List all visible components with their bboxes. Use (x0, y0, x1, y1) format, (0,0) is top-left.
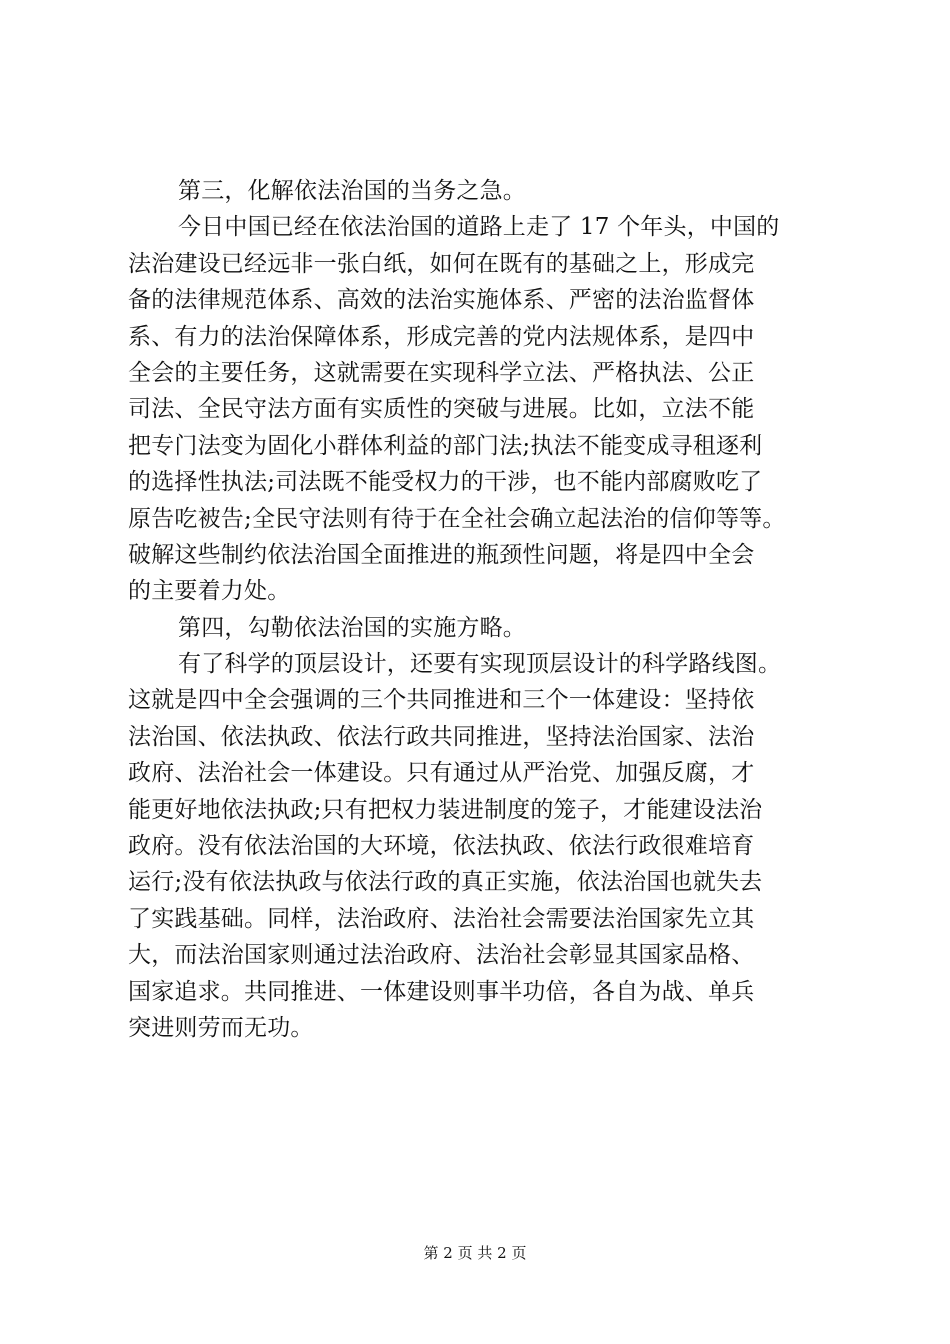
text-line: 大，而法治国家则通过法治政府、法治社会彰显其国家品格、 (128, 942, 755, 969)
text-line: 法治国、依法执政、依法行政共同推进，坚持法治国家、法治 (128, 723, 755, 750)
text-line: 国家追求。共同推进、一体建设则事半功倍，各自为战、单兵 (128, 978, 755, 1005)
text-line: 运行;没有依法执政与依法行政的真正实施，依法治国也就失去 (128, 869, 763, 896)
text-line: 第三，化解依法治国的当务之急。 (178, 178, 526, 204)
document-body (128, 173, 848, 1046)
text-line: 能更好地依法执政;只有把权力装进制度的笼子，才能建设法治 (128, 796, 763, 823)
page-footer: 第 2 页 共 2 页 (423, 1244, 527, 1262)
text-line: 全会的主要任务，这就需要在实现科学立法、严格执法、公正 (128, 359, 755, 386)
text-line: 法治建设已经远非一张白纸，如何在既有的基础之上，形成完 (128, 250, 755, 277)
text-line: 破解这些制约依法治国全面推进的瓶颈性问题，将是四中全会 (128, 541, 755, 568)
text-line: 原告吃被告;全民守法则有待于在全社会确立起法治的信仰等等。 (128, 505, 786, 532)
text-line: 的选择性执法;司法既不能受权力的干涉，也不能内部腐败吃了 (128, 469, 763, 496)
text-line: 政府。没有依法治国的大环境，依法执政、依法行政很难培育 (128, 833, 755, 860)
text-line: 突进则劳而无功。 (128, 1014, 314, 1041)
text-line: 系、有力的法治保障体系，形成完善的党内法规体系，是四中 (128, 323, 755, 350)
text-line: 的主要着力处。 (128, 578, 291, 605)
text-line: 政府、法治社会一体建设。只有通过从严治党、加强反腐，才 (128, 760, 755, 787)
text-line: 了实践基础。同样，法治政府、法治社会需要法治国家先立其 (128, 905, 755, 932)
text-line: 把专门法变为固化小群体利益的部门法;执法不能变成寻租逐利 (128, 432, 763, 459)
text-line: 备的法律规范体系、高效的法治实施体系、严密的法治监督体 (128, 287, 755, 314)
text-line: 今日中国已经在依法治国的道路上走了 17 个年头，中国的 (178, 214, 780, 241)
text-line: 司法、全民守法方面有实质性的突破与进展。比如，立法不能 (128, 396, 755, 423)
text-line: 这就是四中全会强调的三个共同推进和三个一体建设：坚持依 (128, 687, 755, 714)
text-line: 第四，勾勒依法治国的实施方略。 (178, 614, 526, 641)
text-line: 有了科学的顶层设计，还要有实现顶层设计的科学路线图。 (178, 651, 782, 678)
